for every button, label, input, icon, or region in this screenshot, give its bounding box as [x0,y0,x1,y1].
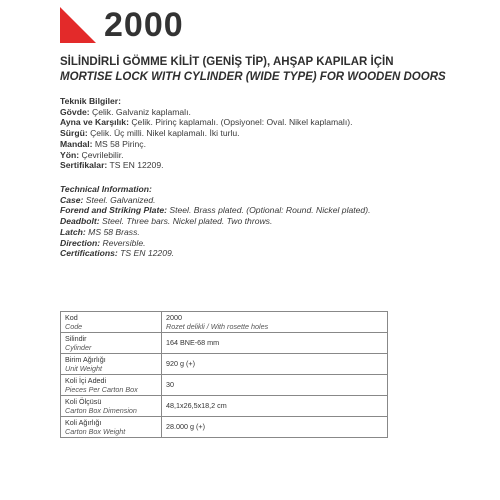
row-value: 920 g (+) [162,354,388,375]
spec-line: Yön: Çevrilebilir. [60,149,124,160]
title-turkish: SİLİNDİRLİ GÖMME KİLİT (GENİŞ TİP), AHŞAP KAPILAR İÇİN [60,56,394,68]
row-label: Kod Code [61,312,162,333]
row-value: 28.000 g (+) [162,417,388,438]
row-label: Silindir Cylinder [61,333,162,354]
table-row [61,375,388,396]
row-value: 164 BNE-68 mm [162,333,388,354]
specs-english-heading: Technical Information: [60,184,152,194]
spec-line: Ayna ve Karşılık: Çelik. Pirinç kaplamalı. (Opsiyonel: Oval. Nikel kaplamalı). [60,117,353,128]
title-english: MORTISE LOCK WITH CYLINDER (WIDE TYPE) FOR WOODEN DOORS [60,71,446,83]
row-label: Koli Ölçüsü Carton Box Dimension [61,396,162,417]
spec-line: Case: Steel. Galvanized. [60,194,156,205]
spec-line: Mandal: MS 58 Pirinç. [60,138,146,149]
product-properties-table [60,311,388,438]
table-row [61,354,388,375]
spec-line: Direction: Reversible. [60,237,146,248]
row-label: Birim Ağırlığı Unit Weight [61,354,162,375]
brand-triangle-logo [60,7,96,43]
product-titles [60,55,490,85]
row-label: Koli Ağırlığı Carton Box Weight [61,417,162,438]
spec-line: Gövde: Çelik. Galvaniz kaplamalı. [60,106,191,117]
table-row [61,312,388,333]
spec-line: Sürgü: Çelik. Üç milli. Nikel kaplamalı. İki turlu. [60,128,240,139]
table-row [61,417,388,438]
specs-english [60,184,490,259]
specs-turkish [60,96,480,171]
table-row [61,333,388,354]
spec-line: Certifications: TS EN 12209. [60,248,175,259]
spec-line: Latch: MS 58 Brass. [60,226,140,237]
spec-line: Deadbolt: Steel. Three bars. Nickel plated. Two throws. [60,216,273,227]
model-number: 2000 [104,6,184,44]
table-row [61,396,388,417]
header [60,7,460,43]
specs-turkish-heading: Teknik Bilgiler: [60,96,121,106]
row-value: 48,1x26,5x18,2 cm [162,396,388,417]
row-value: 30 [162,375,388,396]
spec-line: Forend and Striking Plate: Steel. Brass plated. (Optional: Round. Nickel plated). [60,205,371,216]
spec-line: Sertifikalar: TS EN 12209. [60,160,164,171]
row-label: Koli İçi Adedi Pieces Per Carton Box [61,375,162,396]
row-value: 2000 Rozet delikli / With rosette holes [162,312,388,333]
